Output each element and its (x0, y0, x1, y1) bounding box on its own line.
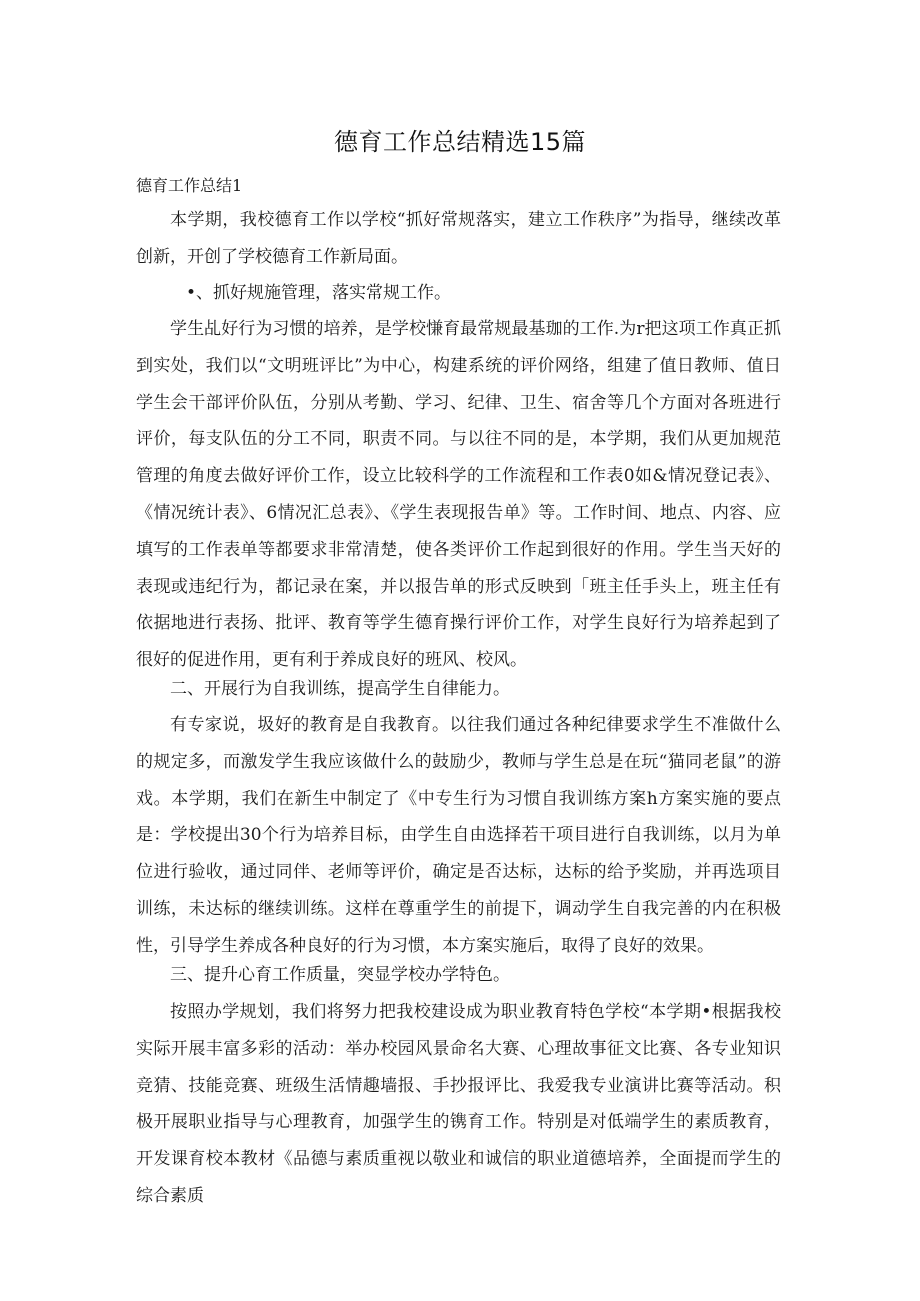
paragraph-point2-body: 有专家说，圾好的教育是自我教育。以往我们通过各种纪律要求学生不准做什么的规定多，而激发学生我应该做什么的鼓励少，教师与学生总是在玩“猫同老鼠”的游戏。本学期，我们在新生中制定了《中专生行为习惯自我训练方案h方案实施的要点是：学校提出30个行为培养目标，由学生自由选择若干项目进行自我训练，以月为单位进行验收，通过同伴、老师等评价，确定是否达标，达标的给予奖励，并再选项目训练，未达标的继续训练。这样在尊重学生的前提下，调动学生自我完善的内在积极性，引导学生养成各种良好的行为习惯，本方案实施后，取得了良好的效果。 (136, 715, 781, 956)
point1-heading: •、抓好规施管理，落实常规工作。 (186, 283, 452, 303)
section-heading: 德育工作总结1 (136, 176, 243, 195)
paragraph-point3-body: 按照办学规划，我们将努力把我校建设成为职业教育特色学校“本学期•根据我校实际开展丰富多彩的活动：举办校园风景命名大赛、心理故事征文比赛、各专业知识竞猜、技能竞赛、班级生活情趣墙报、手抄报评比、我爱我专业演讲比赛等活动。积极开展职业指导与心理教育，加强学生的镌育工作。特别是对低端学生的素质教育，开发课育校本教材《品德与素质重视以敬业和诚信的职业道德培养，全面提而学生的综合素质 (136, 1002, 781, 1206)
point2-heading: 二、开展行为自我训练，提高学生自律能力。 (170, 679, 510, 699)
point3-heading: 三、提升心育工作质量，突显学校办学特色。 (170, 965, 510, 985)
paragraph-intro: 本学期，我校德育工作以学校“抓好常规落实，建立工作秩序”为指导，继续改革创新，开创了学校德育工作新局面。 (136, 210, 781, 267)
document-title: 德育工作总结精选15篇 (333, 128, 587, 156)
paragraph-point1-body: 学生乩好行为习惯的培养，是学校慊育最常规最基珈的工作.为r把这项工作真正抓到实处，我们以“文明班评比”为中心，构建系统的评价网络，组建了值日教师、值日学生会干部评价队伍，分别从考勤、学习、纪律、卫生、宿舍等几个方面对各班进行评价，每支队伍的分工不同，职责不同。与以往不同的是，本学期，我们从更加规范管理的角度去做好评价工作，设立比较科学的工作流程和工作表0如&情况登记表》、《情况统计表》、6情况汇总表》、《学生表现报告单》等。工作时间、地点、内容、应填写的工作表单等都要求非常清楚，使各类评价工作起到很好的作用。学生当天好的表现或违纪行为，都记录在案，并以报告单的形式反映到「班主任手头上，班主任有依据地进行表扬、批评、教育等学生德育操行评价工作，对学生良好行为培养起到了很好的促进作用，更有利于养成良好的班风、校风。 (136, 319, 781, 671)
